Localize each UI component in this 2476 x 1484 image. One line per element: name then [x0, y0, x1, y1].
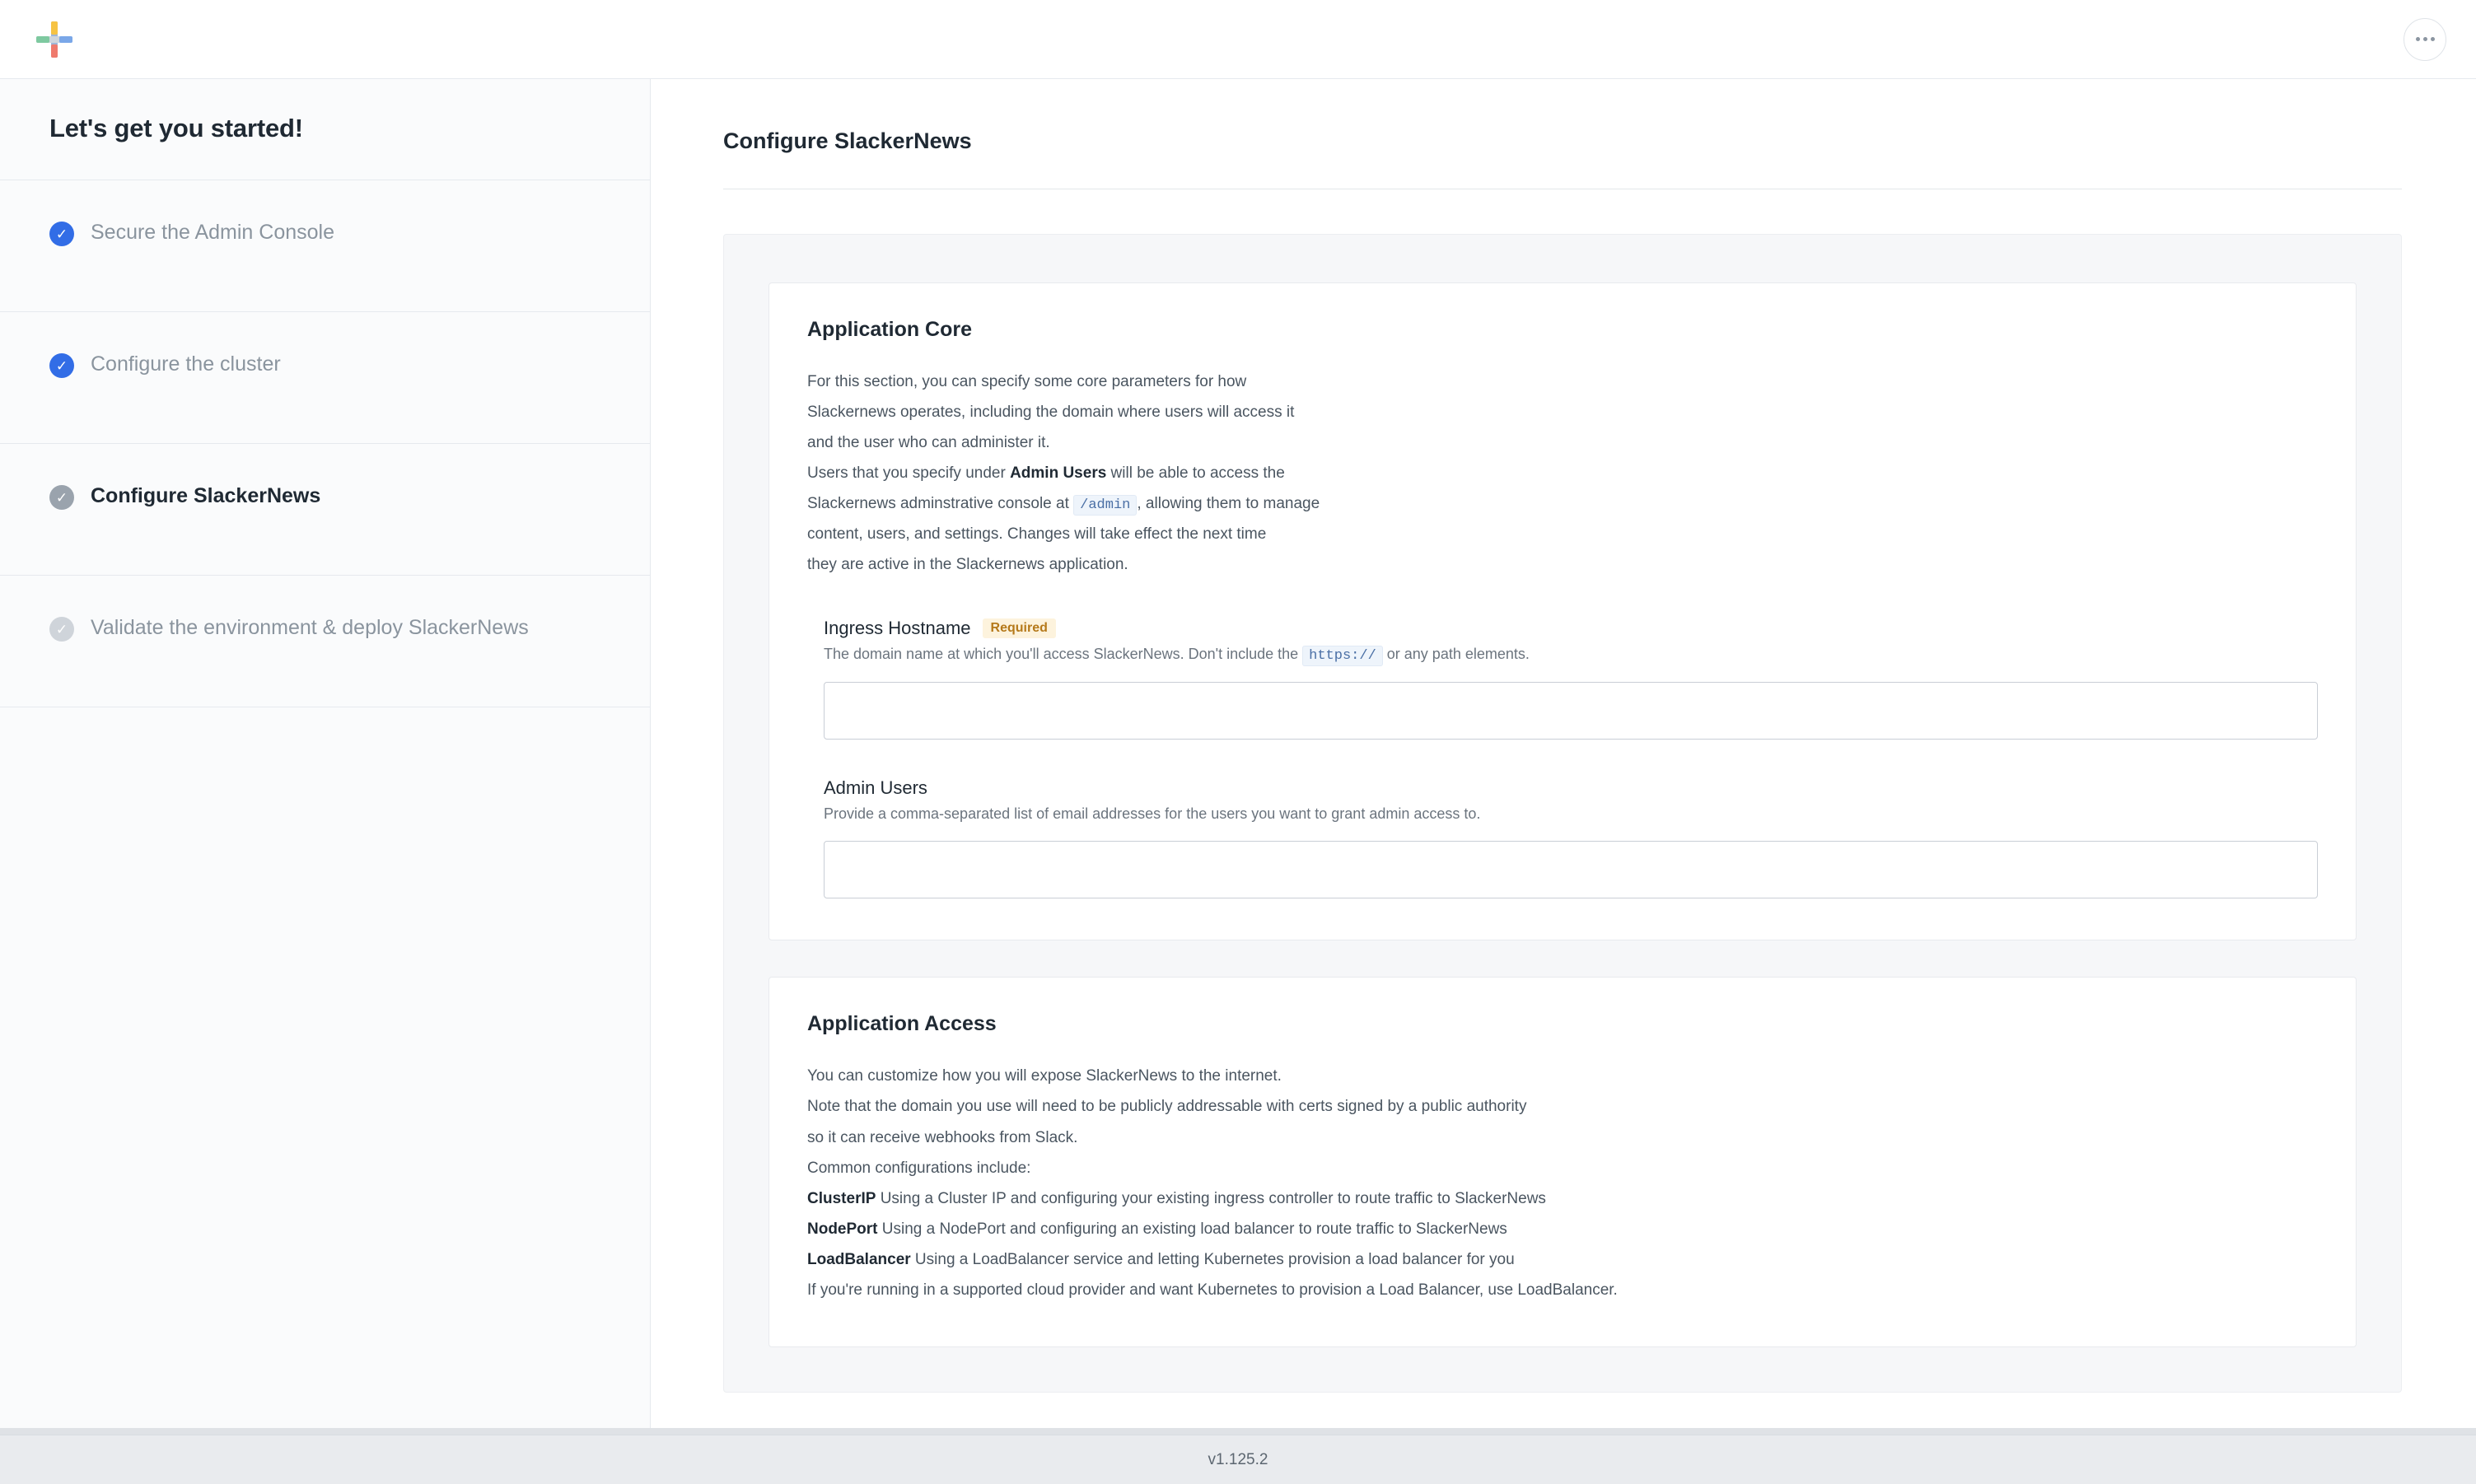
desc-line-1: You can customize how you will expose SlackerNews to the internet. [807, 1067, 1282, 1085]
field-ingress-hostname [807, 618, 2318, 740]
sidebar-item-validate-and-deploy[interactable] [0, 576, 650, 707]
sidebar-item-configure-slackernews[interactable] [0, 444, 650, 576]
config-panel [723, 234, 2402, 1393]
desc-admin-users-bold: Admin Users [1010, 464, 1107, 483]
desc-line-5: content, users, and settings. Changes will take effect the next time [807, 525, 1267, 544]
desc-line-2: Slackernews operates, including the domain where users will access it [807, 404, 1295, 422]
top-bar [0, 0, 2476, 79]
required-badge: Required [983, 618, 1056, 638]
card-application-core [768, 282, 2357, 940]
version-label: v1.125.2 [1208, 1450, 1268, 1468]
option-name-loadbalancer: LoadBalancer [807, 1250, 911, 1268]
option-name-nodeport: NodePort [807, 1220, 878, 1238]
desc-line-6: they are active in the Slackernews application. [807, 556, 1128, 574]
desc-admin-before: Users that you specify under [807, 464, 1011, 483]
check-circle-icon: ✓ [49, 353, 74, 378]
desc-line-2: Note that the domain you use will need to be publicly addressable with certs signed by a public authority [807, 1098, 1527, 1116]
field-label-row [824, 777, 2318, 799]
field-admin-users [807, 777, 2318, 898]
footer [0, 1435, 2476, 1484]
desc-console-before: Slackernews adminstrative console at [807, 495, 1074, 513]
help-after: or any path elements. [1382, 646, 1530, 663]
sidebar-item-label: Configure SlackerNews [91, 484, 321, 507]
replicated-logo [33, 18, 76, 61]
sidebar-item-label: Validate the environment & deploy SlackerNews [91, 616, 529, 639]
closing-line: If you're running in a supported cloud provider and want Kubernetes to provision a Load Balancer, use LoadBalancer. [807, 1281, 1618, 1299]
app-shell [0, 79, 2476, 1435]
desc-line-3: and the user who can administer it. [807, 434, 1050, 452]
option-text-clusterip: Using a Cluster IP and configuring your existing ingress controller to route traffic to SlackerNews [876, 1189, 1546, 1207]
desc-line-3: so it can receive webhooks from Slack. [807, 1128, 1078, 1146]
card-title: Application Core [807, 318, 973, 341]
ingress-hostname-input[interactable] [824, 682, 2318, 740]
card-title: Application Access [807, 1012, 997, 1036]
field-label: Admin Users [824, 777, 927, 799]
desc-admin-after: will be able to access the [1106, 464, 1285, 483]
sidebar-title: Let's get you started! [0, 79, 650, 180]
desc-console-after: , allowing them to manage [1137, 495, 1320, 513]
check-circle-icon: ✓ [49, 485, 74, 510]
option-text-nodeport: Using a NodePort and configuring an existing load balancer to route traffic to SlackerNews [877, 1220, 1507, 1238]
sidebar [0, 79, 651, 1435]
field-label: Ingress Hostname [824, 618, 971, 639]
desc-line-4: Common configurations include: [807, 1159, 1031, 1177]
check-circle-icon: ✓ [49, 617, 74, 642]
card-description [807, 366, 2318, 580]
kebab-menu-button[interactable] [2404, 18, 2446, 61]
field-label-row [824, 618, 2318, 639]
https-code: https:// [1302, 646, 1383, 666]
page-title: Configure SlackerNews [723, 128, 2402, 189]
sidebar-item-secure-admin-console[interactable] [0, 180, 650, 312]
sidebar-item-label: Secure the Admin Console [91, 221, 335, 244]
kebab-dot-2 [2423, 37, 2427, 41]
sidebar-item-configure-the-cluster[interactable] [0, 312, 650, 444]
admin-path-code: /admin [1073, 495, 1137, 516]
horizontal-scrollbar[interactable] [0, 1428, 2476, 1435]
kebab-dot-1 [2416, 37, 2420, 41]
field-help-text: Provide a comma-separated list of email addresses for the users you want to grant admin access to. [824, 805, 1481, 823]
admin-users-input[interactable] [824, 841, 2318, 898]
help-before: The domain name at which you'll access SlackerNews. Don't include the [824, 646, 1303, 663]
check-circle-icon: ✓ [49, 222, 74, 246]
card-description [807, 1061, 2318, 1304]
sidebar-item-label: Configure the cluster [91, 352, 281, 376]
logo-wrap [33, 18, 76, 61]
option-name-clusterip: ClusterIP [807, 1189, 876, 1207]
desc-line-1: For this section, you can specify some core parameters for how [807, 373, 1247, 390]
field-help-text [824, 646, 2318, 664]
card-application-access [768, 977, 2357, 1346]
kebab-dot-3 [2431, 37, 2435, 41]
main-content [651, 79, 2476, 1435]
option-text-loadbalancer: Using a LoadBalancer service and letting Kubernetes provision a load balancer for you [910, 1250, 1515, 1268]
